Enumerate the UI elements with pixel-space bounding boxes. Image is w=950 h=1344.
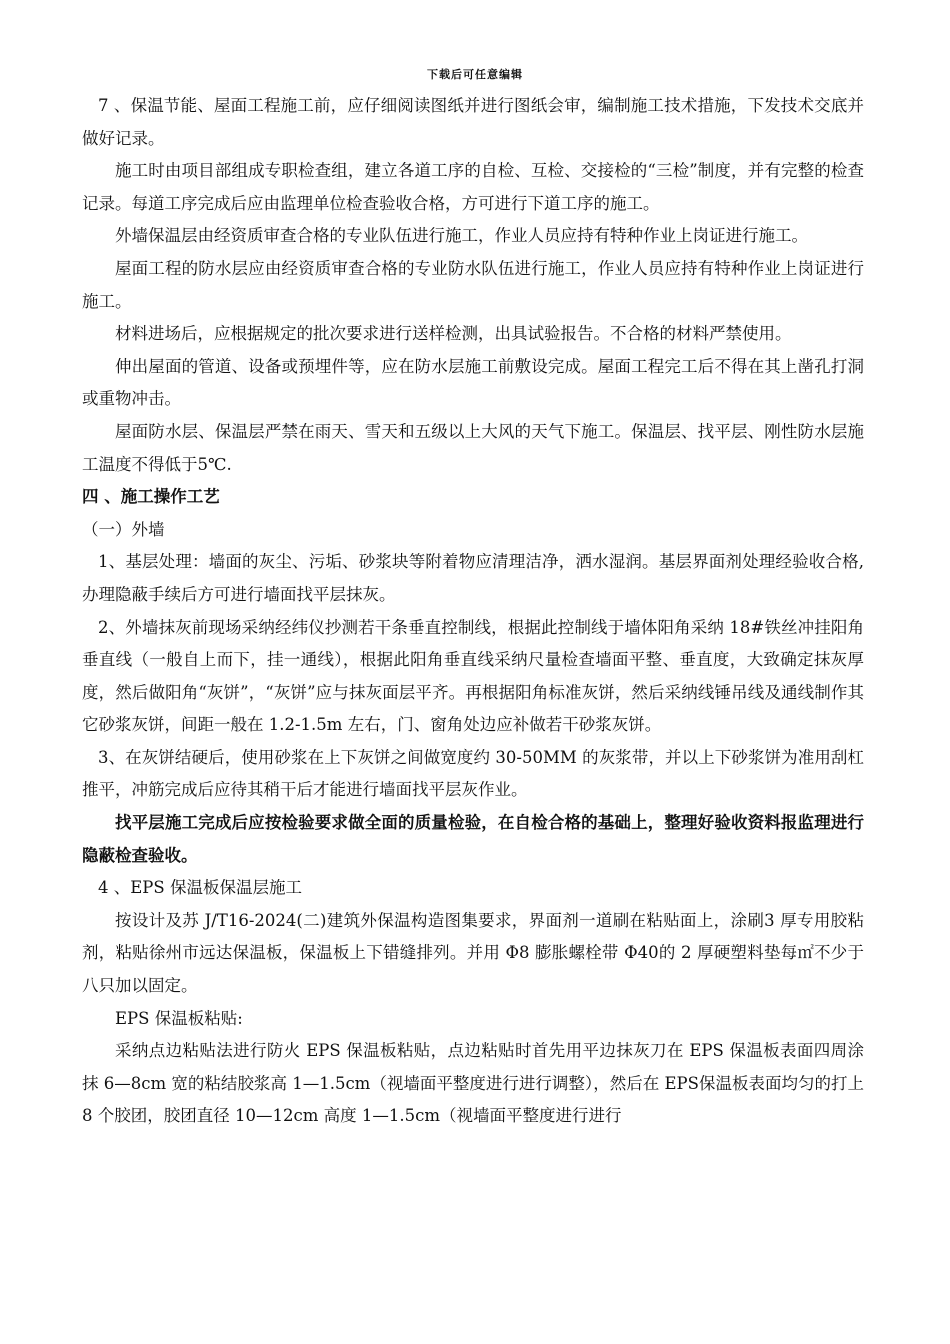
paragraph-step-2: 2、外墙抹灰前现场采纳经纬仪抄测若干条垂直控制线，根据此控制线于墙体阳角采纳 18#铁丝冲挂阳角垂直线（一般自上而下，挂一通线），根据此阳角垂直线采纳尺量检查墙面平整、垂直度，大致确定抹灰厚度，然后做阳角“灰饼”，“灰饼”应与抹灰面层平齐。再根据阳角标准灰饼，然后采纳线锤吊线及通线制作其它砂浆灰饼，间距一般在 1.2-1.5m 左右，门、窗角处边应补做若干砂浆灰饼。: [82, 617, 864, 735]
paragraph-eps-bonding-method: 采纳点边粘贴法进行防火 EPS 保温板粘贴，点边粘贴时首先用平边抹灰刀在 EPS 保温板表面四周涂抹 6—8cm 宽的粘结胶浆高 1—1.5cm（视墙面平整度进行进行调整），然后在 EPS保温板表面均匀的打上 8 个胶团，胶团直径 10—12cm 高度 1—1.5cm（视墙面平整度进行进行: [82, 1041, 864, 1126]
paragraph-step-4-heading: 4 、EPS 保温板保温层施工: [98, 878, 302, 898]
paragraph-roof-waterproof-team: 屋面工程的防水层应由经资质审查合格的专业防水队伍进行施工，作业人员应持有特种作业上岗证进行施工。: [82, 258, 864, 311]
paragraph-step-1: 1、基层处理：墙面的灰尘、污垢、砂浆块等附着物应清理洁净，洒水湿润。基层界面剂处理经验收合格,办理隐蔽手续后方可进行墙面找平层抹灰。: [82, 552, 864, 604]
subsection-heading-exterior-wall: （一）外墙: [82, 519, 165, 539]
section-heading-process: 四 、施工操作工艺: [82, 487, 220, 507]
document-body: [82, 90, 864, 1133]
paragraph-step-3: 3、在灰饼结硬后，使用砂浆在上下灰饼之间做宽度约 30-50MM 的灰浆带，并以上下砂浆饼为准用刮杠推平，冲筋完成后应待其稍干后才能进行墙面找平层灰作业。: [82, 747, 864, 800]
paragraph-quality-inspection: 找平层施工完成后应按检验要求做全面的质量检验，在自检合格的基础上，整理好验收资料报监理进行隐蔽检查验收。: [82, 813, 864, 865]
paragraph-item-7: 7 、保温节能、屋面工程施工前，应仔细阅读图纸并进行图纸会审，编制施工技术措施，下发技术交底并做好记录。: [82, 96, 864, 148]
page-header-note: 下载后可任意编辑: [427, 68, 523, 81]
paragraph-weather-restriction: 屋面防水层、保温层严禁在雨天、雪天和五级以上大风的天气下施工。保温层、找平层、刚性防水层施工温度不得低于5℃.: [82, 421, 864, 474]
paragraph-inspection-group: 施工时由项目部组成专职检查组，建立各道工序的自检、互检、交接检的“三检”制度，并有完整的检查记录。每道工序完成后应由监理单位检查验收合格，方可进行下道工序的施工。: [82, 161, 864, 213]
paragraph-wall-insulation-team: 外墙保温层由经资质审查合格的专业队伍进行施工，作业人员应持有特种作业上岗证进行施工。: [115, 226, 808, 246]
paragraph-eps-bonding-heading: EPS 保温板粘贴:: [115, 1008, 243, 1028]
paragraph-design-requirements: 按设计及苏 J/T16-2024(二)建筑外保温构造图集要求，界面剂一道刷在粘贴面上，涂刷3 厚专用胶粘剂，粘贴徐州市远达保温板，保温板上下错缝排列。并用 Φ8 膨胀螺栓带 Φ40的 2 厚硬塑料垫每㎡不少于八只加以固定。: [82, 910, 864, 996]
paragraph-material-testing: 材料进场后，应根据规定的批次要求进行送样检测，出具试验报告。不合格的材料严禁使用。: [115, 324, 792, 344]
paragraph-roof-penetrations: 伸出屋面的管道、设备或预埋件等，应在防水层施工前敷设完成。屋面工程完工后不得在其上凿孔打洞或重物冲击。: [82, 356, 864, 409]
